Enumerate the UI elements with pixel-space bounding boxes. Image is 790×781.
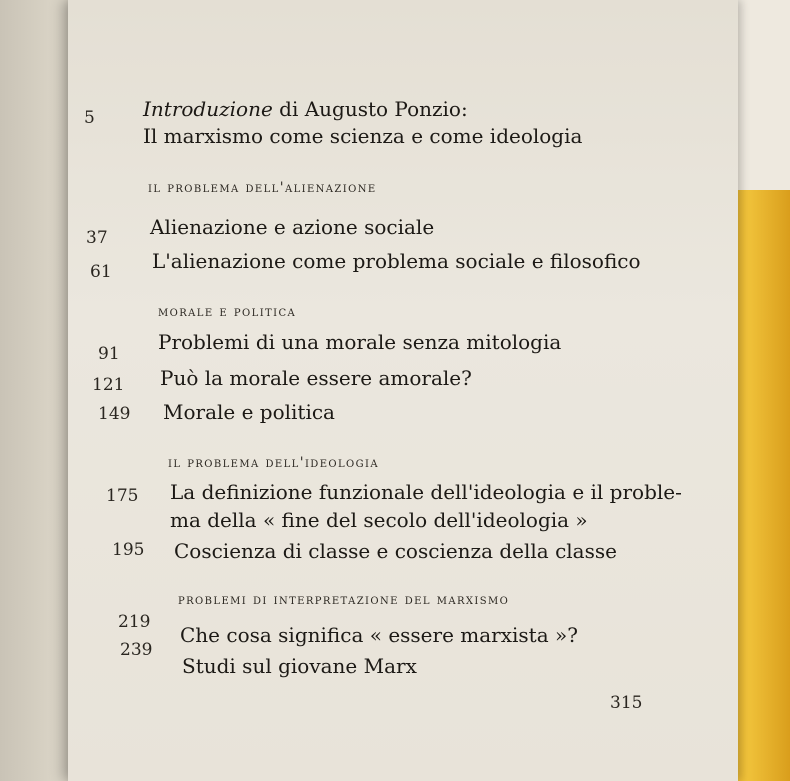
section-heading: il problema dell'alienazione <box>148 180 377 196</box>
intro-title-italic: Introduzione <box>143 97 273 121</box>
entry-page-number: 61 <box>90 262 112 282</box>
entry-title: Problemi di una morale senza mitologia <box>158 330 562 354</box>
entry-page-number: 195 <box>112 540 145 560</box>
entry-page-number: 37 <box>86 228 108 248</box>
entry-page-number: 121 <box>92 375 125 395</box>
section-heading: problemi di interpretazione del marxismo <box>178 592 510 608</box>
background-wall <box>730 0 790 190</box>
page-number: 315 <box>610 693 643 713</box>
entry-page-number: 175 <box>106 486 139 506</box>
entry-title: Morale e politica <box>163 400 335 424</box>
table-of-contents <box>68 0 738 781</box>
entry-title: Studi sul giovane Marx <box>182 654 417 678</box>
intro-subtitle: Il marxismo come scienza e come ideologia <box>143 124 583 148</box>
section-heading: il problema dell'ideologia <box>168 455 380 471</box>
intro-title <box>143 97 468 121</box>
entry-title: Coscienza di classe e coscienza della classe <box>174 539 617 563</box>
entry-page-number: 219 <box>118 612 151 632</box>
entry-title: Che cosa significa « essere marxista »? <box>180 623 578 647</box>
entry-title: La definizione funzionale dell'ideologia e il proble- <box>170 480 682 504</box>
entry-title: Alienazione e azione sociale <box>150 215 435 239</box>
intro-title-rest: di Augusto Ponzio: <box>272 97 468 121</box>
entry-page-number: 149 <box>98 404 131 424</box>
section-heading: morale e politica <box>158 304 297 320</box>
entry-title-continuation: ma della « fine del secolo dell'ideologia » <box>170 508 588 532</box>
entry-page-number: 91 <box>98 344 120 364</box>
entry-page-number: 5 <box>84 108 95 128</box>
entry-title: Può la morale essere amorale? <box>160 366 472 390</box>
entry-page-number: 239 <box>120 640 153 660</box>
book-page <box>68 0 738 781</box>
entry-title: L'alienazione come problema sociale e filosofico <box>152 249 641 273</box>
